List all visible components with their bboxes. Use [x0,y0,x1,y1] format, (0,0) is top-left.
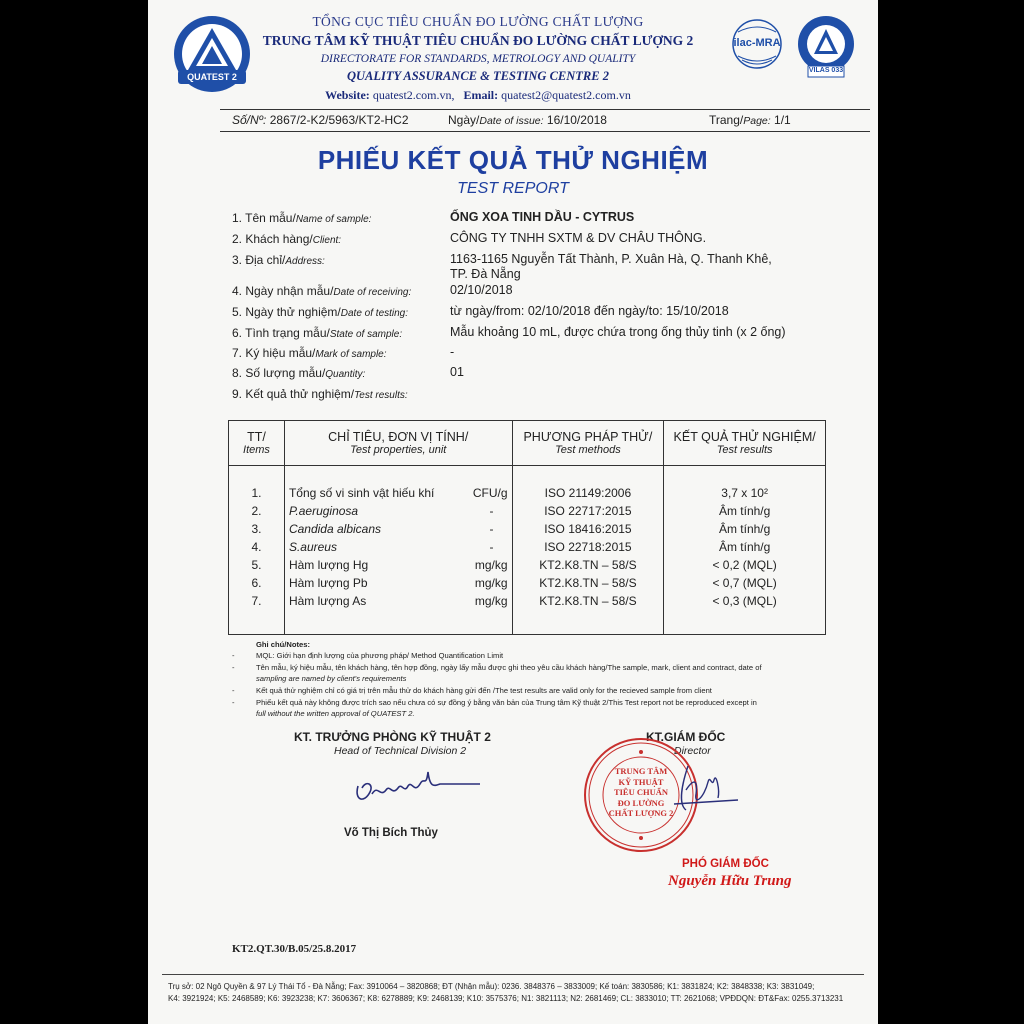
issue-date [448,113,607,127]
right-signatory-subtitle: Director [674,745,711,757]
header-test-methods: PHƯƠNG PHÁP THỬ/ Test methods [512,421,664,466]
report-subtitle: TEST REPORT [457,180,569,197]
ilac-mra-logo [728,18,786,70]
table-spacer-row [229,466,826,484]
website: quatest2.com.vn, [372,88,455,102]
vilas-text: VILAS 033 [808,67,844,74]
field-value-date-testing: từ ngày/from: 02/10/2018 đến ngày/to: 15/10/2018 [450,304,729,318]
header-line-3: DIRECTORATE FOR STANDARDS, METROLOGY AND QUALITY [320,53,636,65]
ilac-text: ilac-MRA [733,37,781,49]
field-value-address-line-2: TP. Đà Nẵng [450,267,521,281]
vilas-logo [794,14,858,78]
header-rule-top [220,109,870,110]
table-row: 7. Hàm lượng As mg/kg KT2.K8.TN – 58/S < 0,3 (MQL) [229,592,826,610]
field-label-sample-name: 1. Tên mẫu/Name of sample: [232,211,372,225]
field-value-address: 1163-1165 Nguyễn Tất Thành, P. Xuân Hà, Q. Thanh Khê, [450,252,772,266]
test-report-page [148,0,878,1024]
field-value-date-receiving: 02/10/2018 [450,283,513,297]
header-test-results: KẾT QUẢ THỬ NGHIỆM/ Test results [664,421,826,466]
left-signature [350,764,490,812]
field-label-address: 3. Địa chỉ/Address: [232,253,325,267]
deputy-director-name: Nguyễn Hữu Trung [668,873,792,889]
note-item: - Phiếu kết quả này không được trích sao nếu chưa có sự đồng ý bằng văn bản của Trung tâm Kỹ thuật 2/This Test report not be reproduced except in [232,698,757,707]
field-value-sample-state: Mẫu khoảng 10 mL, được chứa trong ống thủy tinh (x 2 ống) [450,325,786,339]
table-row: 3. Candida albicans - ISO 18416:2015 Âm tính/g [229,520,826,538]
left-signatory-title: KT. TRƯỞNG PHÒNG KỸ THUẬT 2 [294,730,491,744]
field-value-sample-mark: - [450,345,455,359]
note-item-continued: full without the written approval of QUATEST 2. [256,709,415,718]
table-row: 1. Tổng số vi sinh vật hiếu khí CFU/g ISO 21149:2006 3,7 x 10² [229,484,826,502]
date-label-en: Date of issue: [479,115,544,127]
field-label-sample-mark: 7. Ký hiệu mẫu/Mark of sample: [232,346,387,360]
field-label-test-results: 9. Kết quả thử nghiệm/Test results: [232,387,408,401]
email-label: Email: [463,88,499,102]
table-row: 2. P.aeruginosa - ISO 22717:2015 Âm tính/g [229,502,826,520]
table-row: 6. Hàm lượng Pb mg/kg KT2.K8.TN – 58/S < 0,7 (MQL) [229,574,826,592]
field-value-client: CÔNG TY TNHH SXTM & DV CHÂU THÔNG. [450,231,707,245]
header-items: TT/ Items [229,421,285,466]
header-rule-bottom [220,131,870,132]
stamp-center-text: TRUNG TÂM KỸ THUẬT TIÊU CHUẨN ĐO LƯỜNG CHẤT LƯỢNG 2 [608,766,674,818]
field-label-quantity: 8. Số lượng mẫu/Quantity: [232,366,366,380]
document-code: KT2.QT.30/B.05/25.8.2017 [232,943,357,955]
header-line-1: TỔNG CỤC TIÊU CHUẨN ĐO LƯỜNG CHẤT LƯỢNG [312,14,644,29]
header-line-2: TRUNG TÂM KỸ THUẬT TIÊU CHUẨN ĐO LƯỜNG CHẤT LƯỢNG 2 [262,33,694,48]
date-label: Ngày/ [448,113,480,127]
results-table [228,420,826,635]
page-label-en: Page: [743,115,771,127]
left-signatory-name: Võ Thị Bích Thủy [344,827,438,839]
note-item: - Kết quả thử nghiệm chỉ có giá trị trên mẫu thử do khách hàng gửi đến /The test results are valid only for the recieved sample from client [232,686,712,695]
right-signatory-title: KT.GIÁM ĐỐC [646,730,726,744]
deputy-director-role: PHÓ GIÁM ĐỐC [682,858,769,870]
so-label: Số/Nº: [232,113,267,127]
field-value-quantity: 01 [450,365,464,379]
report-number [232,113,409,127]
so-value: 2867/2-K2/5963/KT2-HC2 [269,113,409,127]
page-label: Trang/ [709,113,744,127]
page-number [709,113,791,127]
logo-text: QUATEST 2 [187,72,237,82]
note-item: - Tên mẫu, ký hiệu mẫu, tên khách hàng, tên hợp đồng, ngày lấy mẫu được ghi theo yêu cầu khách hàng/The sample, mark, client and contract, date of [232,663,762,672]
table-header-row [229,421,826,466]
note-item: - MQL: Giới hạn định lượng của phương pháp/ Method Quantification Limit [232,651,504,660]
field-value-sample-name: ỐNG XOA TINH DẦU - CYTRUS [450,210,635,224]
notes-heading: Ghi chú/Notes: [256,640,311,649]
footer-rule [162,974,864,975]
table-bottom-row [229,610,826,635]
field-label-date-testing: 5. Ngày thử nghiệm/Date of testing: [232,305,409,319]
footer-line-1: Trụ sở: 02 Ngô Quyền & 97 Lý Thái Tổ - Đà Nẵng; Fax: 3910064 – 3820868; ĐT (Nhận mẫu): 0236. 3848376 – 3833009; Kế toán: 3830586; K1: 3831824; K2: 3848338; K3: 3831049; [168,982,815,991]
right-signature [668,760,748,820]
field-label-date-receiving: 4. Ngày nhận mẫu/Date of receiving: [232,284,412,298]
header-website-line [148,88,808,103]
note-item-continued: sampling are named by client's requirements [256,674,407,683]
report-title: PHIẾU KẾT QUẢ THỬ NGHIỆM [317,145,709,175]
field-label-sample-state: 6. Tình trạng mẫu/State of sample: [232,326,403,340]
header-test-properties: CHỈ TIÊU, ĐƠN VỊ TÍNH/ Test properties, unit [284,421,512,466]
table-row: 5. Hàm lượng Hg mg/kg KT2.K8.TN – 58/S < 0,2 (MQL) [229,556,826,574]
left-signatory-subtitle: Head of Technical Division 2 [334,745,467,757]
field-label-client: 2. Khách hàng/Client: [232,232,342,246]
footer-line-2: K4: 3921924; K5: 2468589; K6: 3923238; K7: 3606367; K8: 6278889; K9: 2468139; K10: 3575376; N1: 3821113; N2: 2681469; CL: 3833010; TT: 2621068; VPĐDQN: ĐT&Fax: 0255.3713231 [168,994,844,1003]
date-value: 16/10/2018 [546,113,607,127]
table-row: 4. S.aureus - ISO 22718:2015 Âm tính/g [229,538,826,556]
header-line-4: QUALITY ASSURANCE & TESTING CENTRE 2 [347,69,609,83]
website-label: Website: [325,88,370,102]
page-value: 1/1 [774,113,791,127]
email: quatest2@quatest2.com.vn [501,88,631,102]
